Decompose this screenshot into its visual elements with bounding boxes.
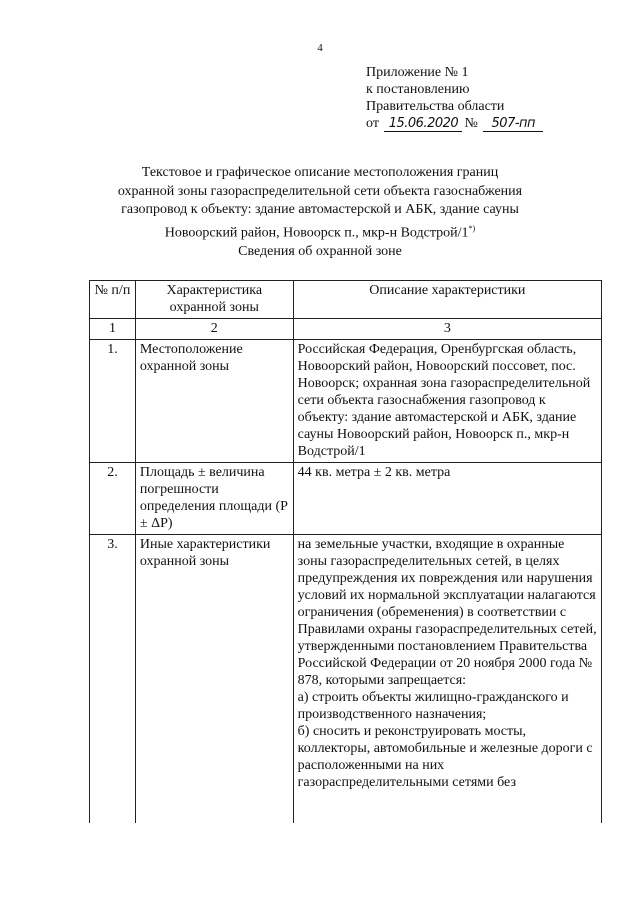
prohibition-item-b: б) сносить и реконструировать мосты, коллекторы, автомобильные и железные дороги с расположенными на них газораспределительными сетями без (297, 724, 593, 790)
index-cell: 2 (135, 319, 293, 340)
row-description: Российская Федерация, Оренбургская область, Новоорский район, Новоорский поссовет, пос. Новоорск; охранная зона газораспределительной сети объекта газоснабжения газопровод к объекту: здание автомастерской и АБК, здание сауны Новоорский район, Новоорск п., мкр-н Водстрой/1 (293, 340, 601, 463)
row-number: 2. (90, 463, 136, 535)
header-characteristic: Характеристика охранной зоны (135, 281, 293, 319)
number-label: № (464, 116, 478, 131)
section-subtitle: Сведения об охранной зоне (238, 244, 402, 259)
index-cell: 3 (293, 319, 601, 340)
appendix-block (366, 64, 543, 132)
row-number: 3. (90, 535, 136, 824)
appendix-line-2: к постановлению (366, 82, 470, 97)
header-number: № п/п (90, 281, 136, 319)
row-description: 44 кв. метра ± 2 кв. метра (293, 463, 601, 535)
row-characteristic: Иные характеристики охранной зоны (135, 535, 293, 824)
table-header-row (90, 281, 602, 319)
appendix-date-line (366, 115, 543, 132)
title-line-4-wrap (60, 220, 580, 243)
document-title (60, 164, 580, 243)
prohibition-item-a: а) строить объекты жилищно-гражданского и производственного назначения; (297, 690, 569, 722)
page-number: 4 (317, 42, 323, 54)
appendix-line-3: Правительства области (366, 99, 505, 114)
zone-info-table (89, 280, 602, 823)
row-characteristic: Местоположение охранной зоны (135, 340, 293, 463)
row-characteristic: Площадь ± величина погрешности определения площади (P ± ΔP) (135, 463, 293, 535)
row-description-cell (293, 535, 601, 824)
header-description: Описание характеристики (293, 281, 601, 319)
table-row (90, 463, 602, 535)
row-number: 1. (90, 340, 136, 463)
appendix-line-1: Приложение № 1 (366, 65, 469, 80)
title-line-2: охранной зоны газораспределительной сети объекта газоснабжения (117, 183, 523, 199)
handwritten-number: 507-пп (483, 117, 543, 132)
table-row (90, 535, 602, 824)
table-index-row (90, 319, 602, 340)
handwritten-date: 15.06.2020 (384, 117, 462, 132)
title-line-4: Новоорский район, Новоорск п., мкр-н Водстрой/1 (164, 225, 469, 241)
row-description: на земельные участки, входящие в охранные зоны газораспределительных сетей, в целях предупреждения их повреждения или нарушения условий их нормальной эксплуатации налагаются ограничения (обременения) в соответствии с Правилами охраны газораспределительных сетей, утвержденными постановлением Правительства Российской Федерации от 20 ноября 2000 года № 878, которыми запрещается: (297, 537, 597, 688)
title-line-3: газопровод к объекту: здание автомастерской и АБК, здание сауны (121, 202, 519, 217)
footnote-mark: *) (468, 223, 476, 233)
table-row (90, 340, 602, 463)
from-label: от (366, 116, 379, 131)
title-line-1: Текстовое и графическое описание местоположения границ (141, 165, 499, 180)
index-cell: 1 (90, 319, 136, 340)
